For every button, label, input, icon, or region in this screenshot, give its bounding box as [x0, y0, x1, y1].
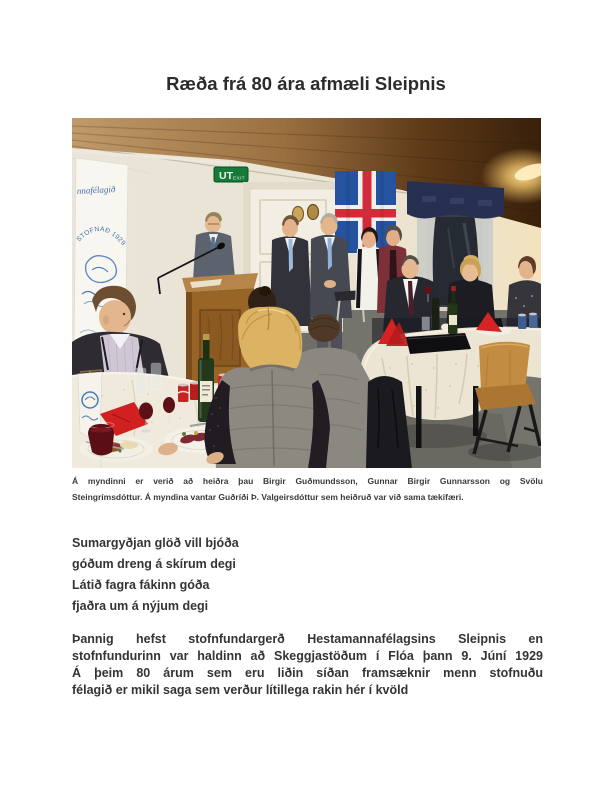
poem: [72, 533, 543, 617]
floor-shadow: [468, 443, 541, 461]
caption-line: Steingrímsdóttur. Á myndina vantar Guðríði Þ. Valgeirsdóttur sem heiðruð var við sama tækifæri.: [72, 492, 464, 502]
page-title: Ræða frá 80 ára afmæli Sleipnis: [166, 73, 446, 94]
poem-line: Sumargyðjan glöð vill bjóða: [72, 536, 239, 550]
exit-sign-text-small: EXIT: [233, 176, 245, 182]
poem-line: Látið fagra fákinn góða: [72, 578, 210, 592]
poem-line: fjaðra um á nýjum degi: [72, 599, 209, 613]
poem-line: góðum dreng á skírum degi: [72, 557, 236, 571]
photo-caption: [72, 473, 543, 505]
exit-sign-text-large: UT: [219, 170, 233, 182]
body-paragraph: [72, 631, 543, 699]
caption-line: Á myndinni er verið að heiðra þau Birgir Guðmundsson, Gunnar Birgir Gunnarsson og Svölu: [72, 476, 543, 486]
paragraph-line: Á þeim 80 árum sem eru liðin síðan framsæknir menn stofnuðu: [72, 666, 543, 680]
banner-text: nnafélagið: [76, 183, 116, 196]
event-photo: [72, 118, 541, 468]
paragraph-line: Þannig hefst stofnfundargerð Hestamannafélagsins Sleipnis en: [72, 632, 543, 646]
banner-arc-text: STOFNAÐ 1929: [75, 225, 127, 248]
paragraph-line: félagið er mikil saga sem verður lítillega rakin hér í kvöld: [72, 683, 409, 697]
event-photo-illustration: [72, 118, 541, 468]
paragraph-line: stofnfundurinn var haldinn að Skeggjastöðum í Flóa þann 9. Júní 1929: [72, 649, 543, 663]
